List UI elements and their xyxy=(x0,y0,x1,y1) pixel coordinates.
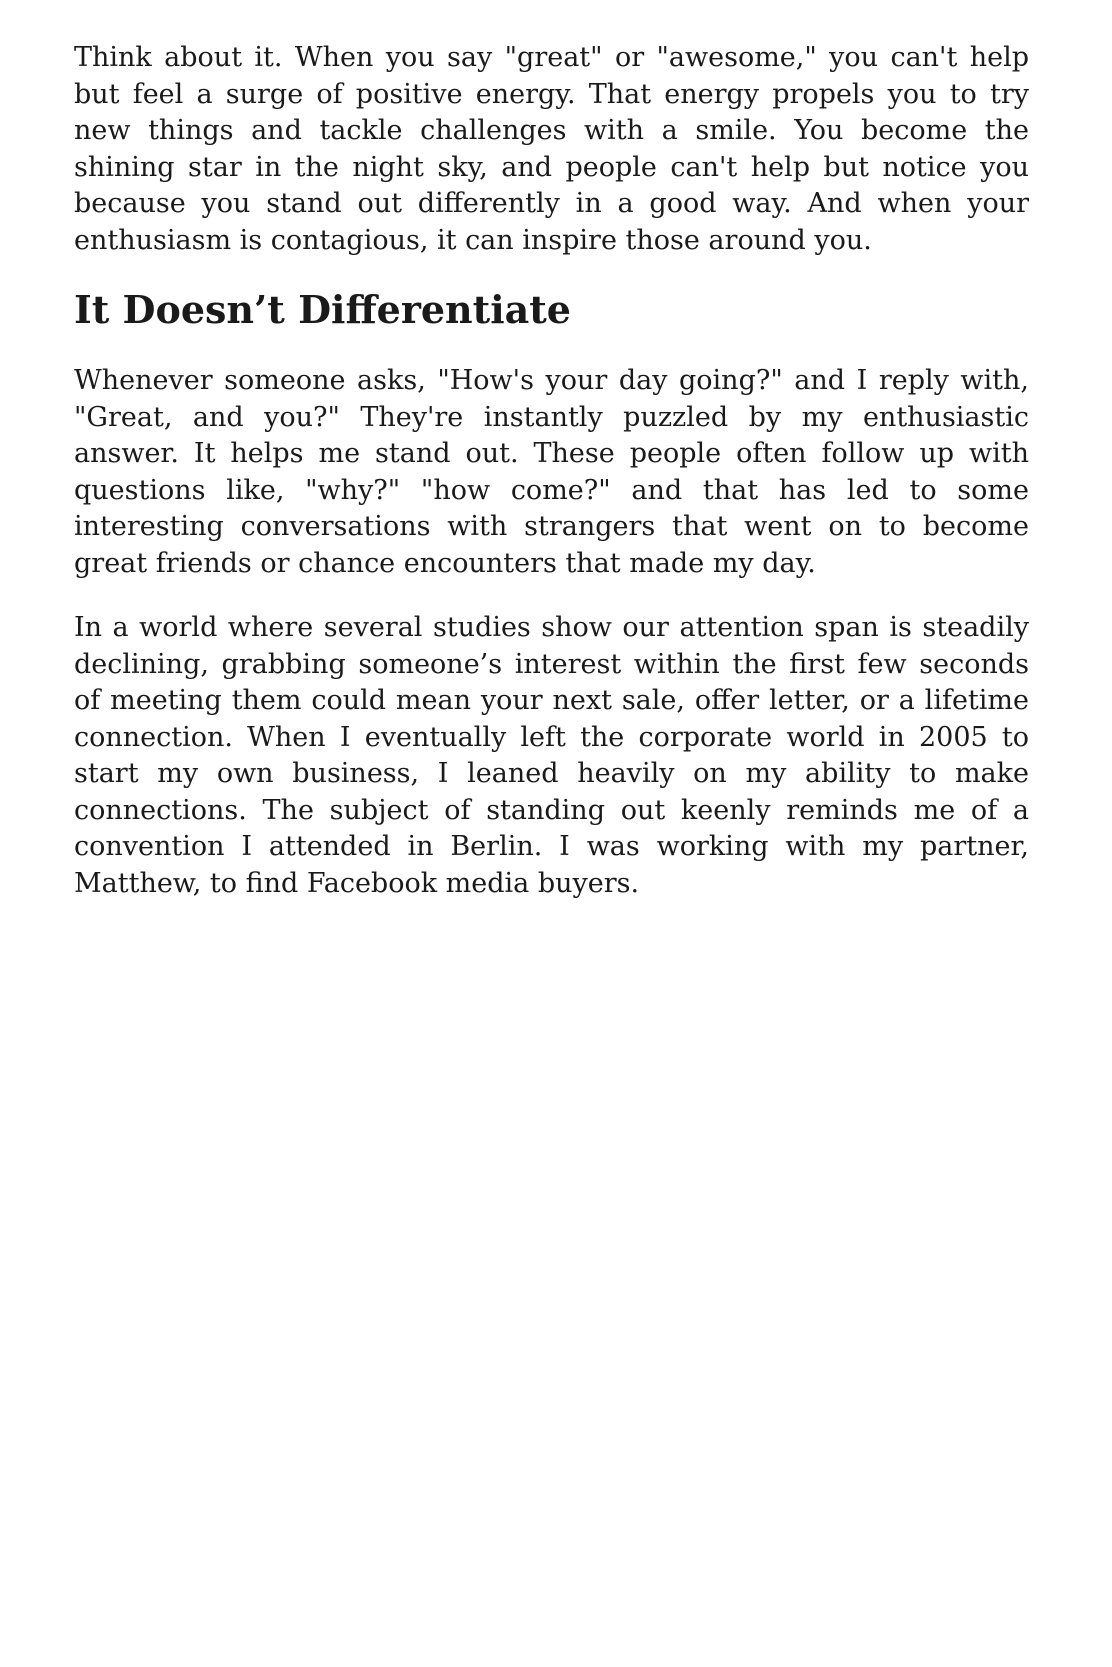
section-heading: It Doesn’t Differentiate xyxy=(74,287,571,332)
body-paragraph-3: In a world where several studies show our attention span is steadily declining, grabbing someone’s interest within the first few seconds of meeting them could mean your next sale, offer letter, or a lifetime connection. When I eventually left the corporate world in 2005 to start my own business, I leaned heavily on my ability to make connections. The subject of standing out keenly reminds me of a convention I attended in Berlin. I was working with my partner, Matthew, to find Facebook media buyers. xyxy=(74,612,1029,899)
document-page xyxy=(74,40,1029,930)
intro-paragraph: Think about it. When you say "great" or "awesome," you can't help but feel a surge of positive energy. That energy propels you to try new things and tackle challenges with a smile. You become the shining star in the night sky, and people can't help but notice you because you stand out differently in a good way. And when your enthusiasm is contagious, it can inspire those around you. xyxy=(74,42,1029,256)
body-paragraph-2: Whenever someone asks, "How's your day going?" and I reply with, "Great, and you?" They're instantly puzzled by my enthusiastic answer. It helps me stand out. These people often follow up with questions like, "why?" "how come?" and that has led to some interesting conversations with strangers that went on to become great friends or chance encounters that made my day. xyxy=(74,365,1029,579)
